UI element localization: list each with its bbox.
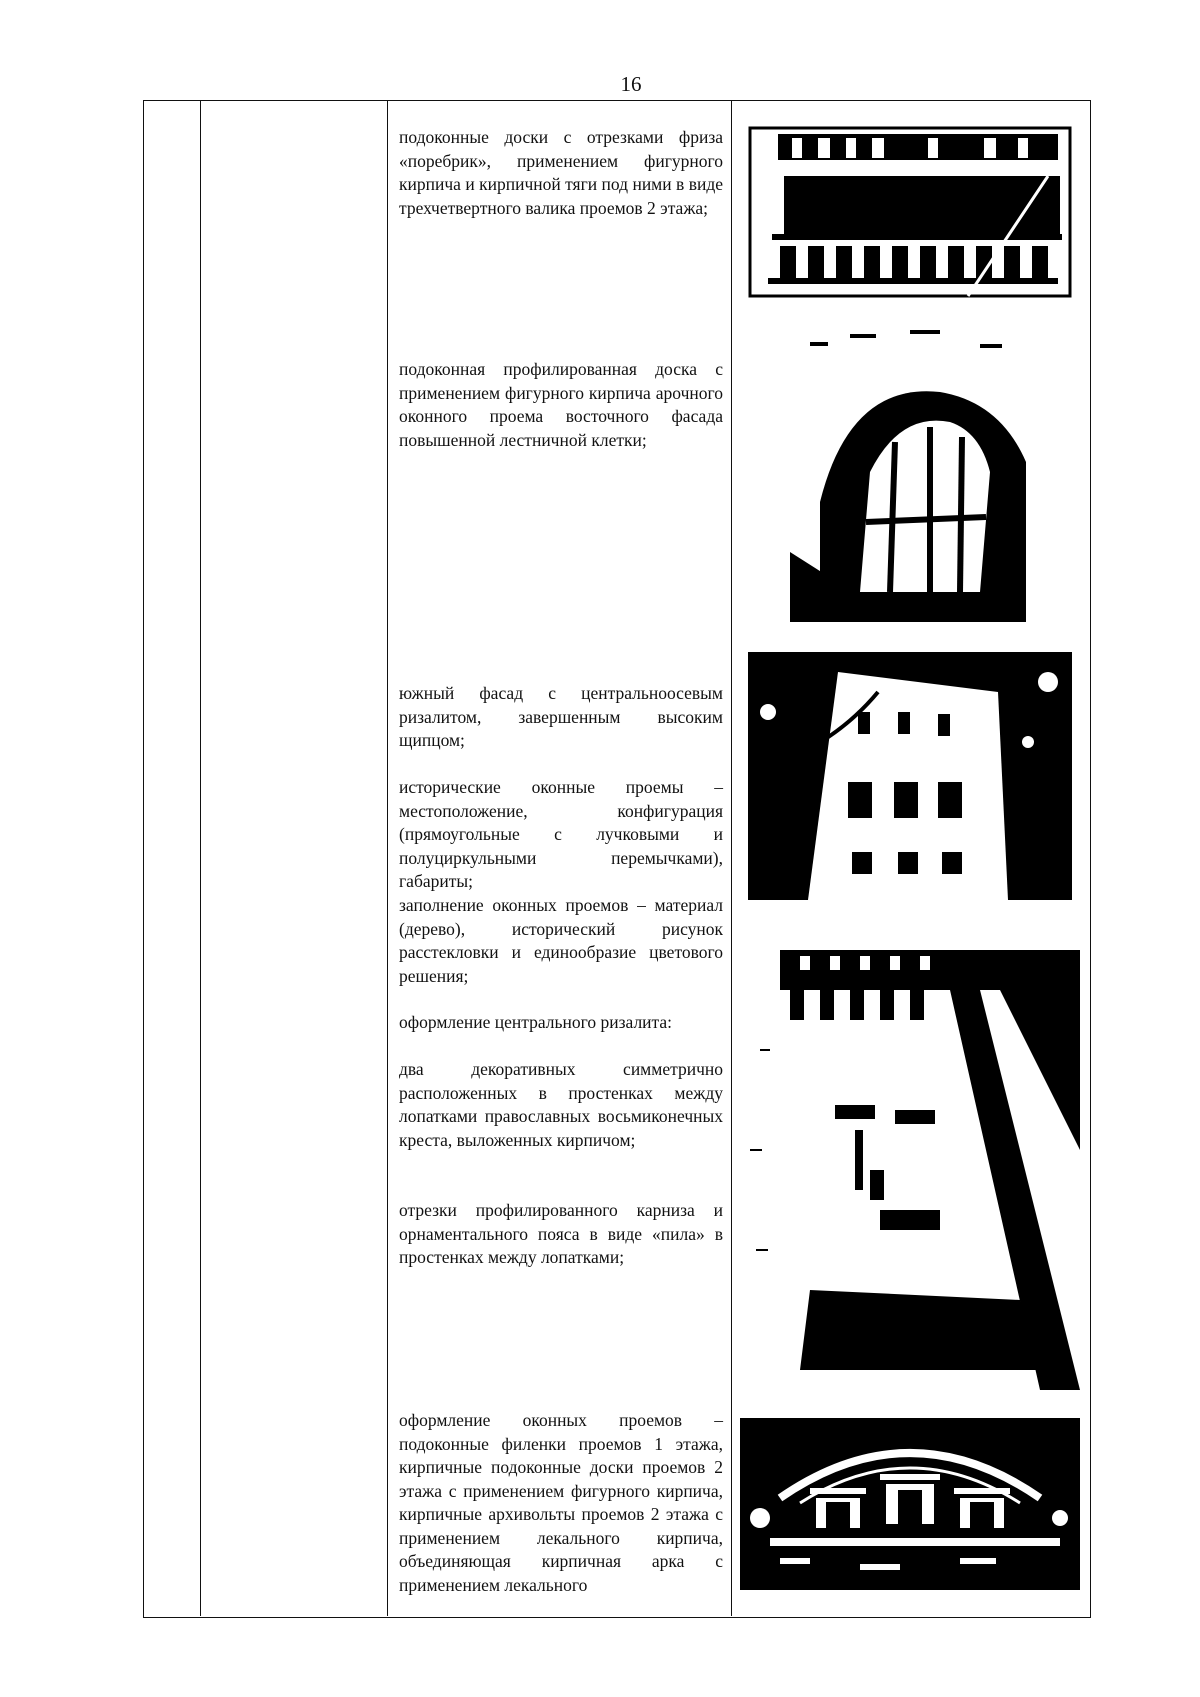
risalit-crosses-photo bbox=[740, 950, 1080, 1390]
windowsill-frieze-photo bbox=[748, 126, 1072, 298]
text-windowsill-frieze: подоконные доски с отрезками фриза «поребрик», применением фигурного кирпича и кирпичной тяги под ними в виде трехчетвертного валика проемов 2 этажа; bbox=[399, 127, 723, 218]
text-historic-openings: исторические оконные проемы – местоположение, конфигурация (прямоугольные с лучковыми и полуциркульными перемычками), габариты; bbox=[399, 777, 723, 891]
column-divider-3 bbox=[731, 100, 732, 1616]
text-decorative-crosses: два декоративных симметрично расположенных в простенках между лопатками православных восьмиконечных креста, выложенных кирпичом; bbox=[399, 1059, 723, 1150]
column-divider-1 bbox=[200, 100, 201, 1616]
text-arched-window: подоконная профилированная доска с применением фигурного кирпича арочного оконного проема восточного фасада повышенной лестничной клетки; bbox=[399, 359, 723, 450]
window-arch-photo bbox=[740, 1418, 1080, 1590]
column-divider-2 bbox=[387, 100, 388, 1616]
south-facade-photo bbox=[748, 652, 1072, 900]
text-window-decoration: оформление оконных проемов – подоконные филенки проемов 1 этажа, кирпичные подоконные доски проемов 2 этажа с применением фигурного кирпича, кирпичные архивольты проемов 2 этажа с применением лекального кирпича, объединяющая кирпичная арка с применением лекального bbox=[399, 1410, 723, 1595]
text-window-filling: заполнение оконных проемов – материал (дерево), исторический рисунок расстекловки и единообразие цветового решения; bbox=[399, 895, 723, 986]
text-cornice-belt: отрезки профилированного карниза и орнаментального пояса в виде «пила» в простенках между лопатками; bbox=[399, 1200, 723, 1267]
text-south-facade: южный фасад с центральноосевым ризалитом, завершенным высоким щипцом; bbox=[399, 683, 723, 750]
text-risalit-heading: оформление центрального ризалита: bbox=[399, 1012, 673, 1032]
page-number: 16 bbox=[620, 72, 642, 96]
arched-window-photo bbox=[790, 322, 1026, 622]
